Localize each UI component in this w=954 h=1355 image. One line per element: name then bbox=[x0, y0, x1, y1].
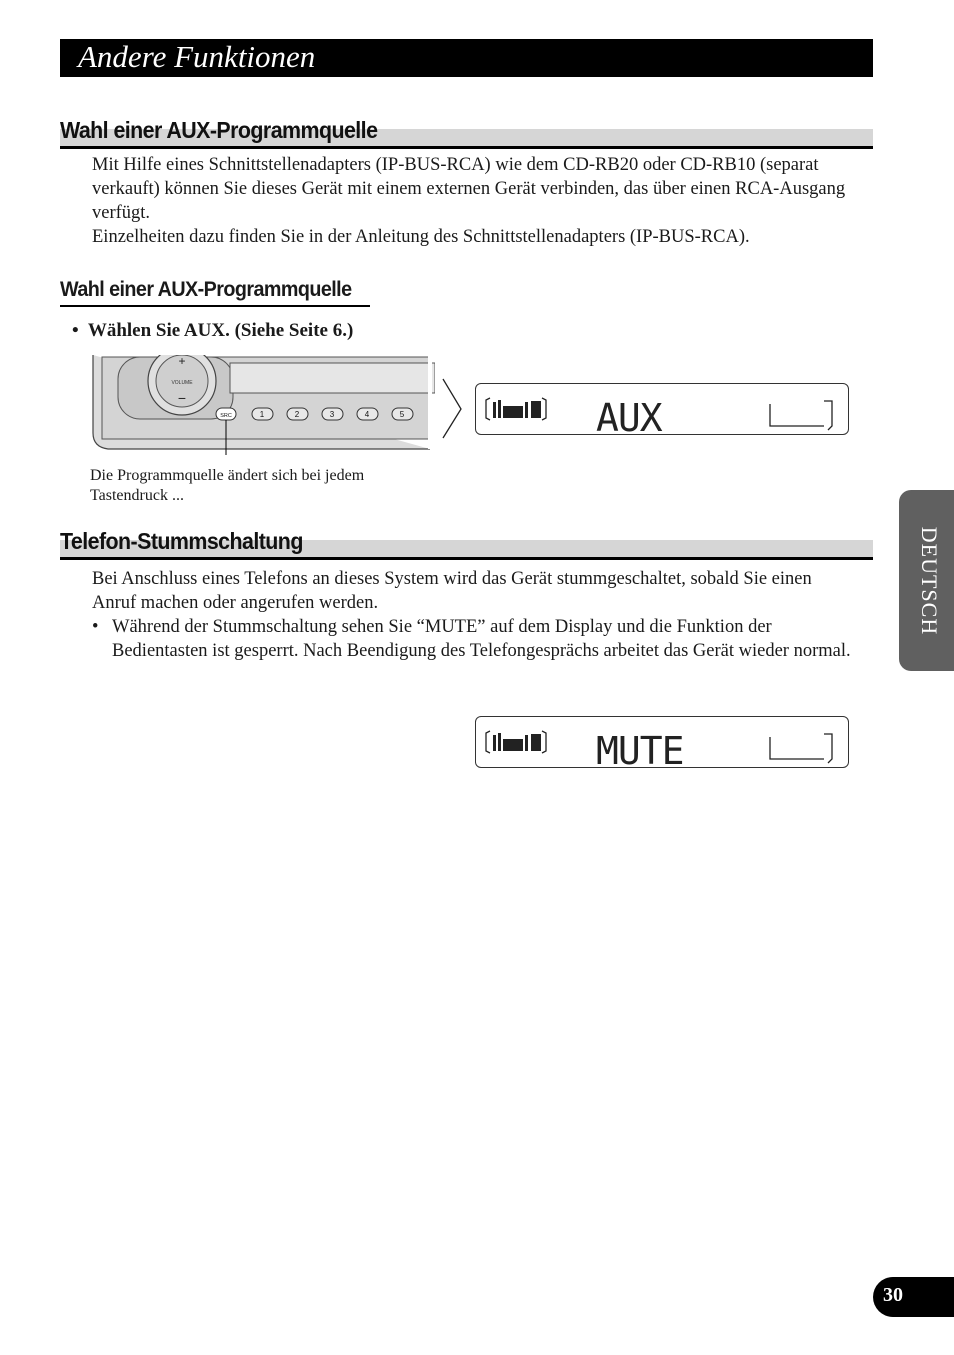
lcd-display-mute bbox=[475, 716, 849, 768]
page-number-badge bbox=[873, 1277, 954, 1317]
lcd-aux-graphics bbox=[476, 384, 848, 434]
lcd-aux-text: AUX bbox=[596, 396, 662, 434]
section-heading-aux-text: Wahl einer AUX-Programmquelle bbox=[60, 117, 378, 143]
aux-intro-paragraph: Mit Hilfe eines Schnittstellenadapters (IP-BUS-RCA) wie dem CD-RB20 oder CD-RB10 (separat verkauft) können Sie dieses Gerät mit einem externen Gerät verbinden, das über einen RCA-Ausgang verfügt. bbox=[92, 155, 846, 223]
volume-label: VOLUME bbox=[171, 380, 193, 386]
svg-text:+: + bbox=[178, 355, 186, 368]
arrow-right-icon bbox=[440, 378, 464, 440]
preset-5: 5 bbox=[399, 410, 405, 419]
preset-3: 3 bbox=[329, 410, 335, 419]
lcd-mute-graphics bbox=[476, 717, 848, 767]
chapter-title-bar bbox=[60, 39, 873, 77]
aux-detail-paragraph: Einzelheiten dazu finden Sie in der Anleitung des Schnittstellenadapters (IP-BUS-RCA). bbox=[92, 227, 750, 247]
subheading-aux bbox=[60, 275, 370, 307]
section-heading-aux bbox=[60, 118, 873, 149]
lcd-mute-text: MUTE bbox=[596, 729, 684, 767]
caption-source-change: Die Programmquelle ändert sich bei jedem Tastendruck ... bbox=[90, 467, 365, 504]
preset-4: 4 bbox=[364, 410, 370, 419]
chapter-title: Andere Funktionen bbox=[78, 39, 316, 74]
mute-paragraph: Bei Anschluss eines Telefons an dieses System wird das Gerät stummgeschaltet, sobald Sie einen Anruf machen oder angerufen werden. bbox=[92, 569, 812, 613]
language-tab bbox=[899, 490, 954, 671]
preset-2: 2 bbox=[294, 410, 300, 419]
step-select-aux bbox=[72, 320, 353, 342]
page-number: 30 bbox=[883, 1284, 903, 1306]
language-tab-label: DEUTSCH bbox=[917, 526, 942, 635]
step-text: Wählen Sie AUX. (Siehe Seite 6.) bbox=[87, 320, 354, 341]
src-button-label: SRC bbox=[220, 413, 232, 419]
preset-1: 1 bbox=[259, 410, 265, 419]
head-unit-illustration bbox=[90, 355, 435, 455]
bullet-icon: • bbox=[92, 617, 99, 637]
lcd-display-aux bbox=[475, 383, 849, 435]
mute-bullet-text: Während der Stummschaltung sehen Sie “MUTE” auf dem Display und die Funktion der Bedientasten ist gesperrt. Nach Beendigung des Telefongesprächs arbeitet das Gerät wieder normal. bbox=[112, 617, 851, 661]
bullet-icon: • bbox=[72, 320, 79, 341]
section-heading-mute-text: Telefon-Stummschaltung bbox=[60, 528, 303, 554]
svg-text:−: − bbox=[177, 390, 187, 406]
section-heading-mute bbox=[60, 529, 873, 560]
subheading-aux-text: Wahl einer AUX-Programmquelle bbox=[60, 278, 352, 301]
